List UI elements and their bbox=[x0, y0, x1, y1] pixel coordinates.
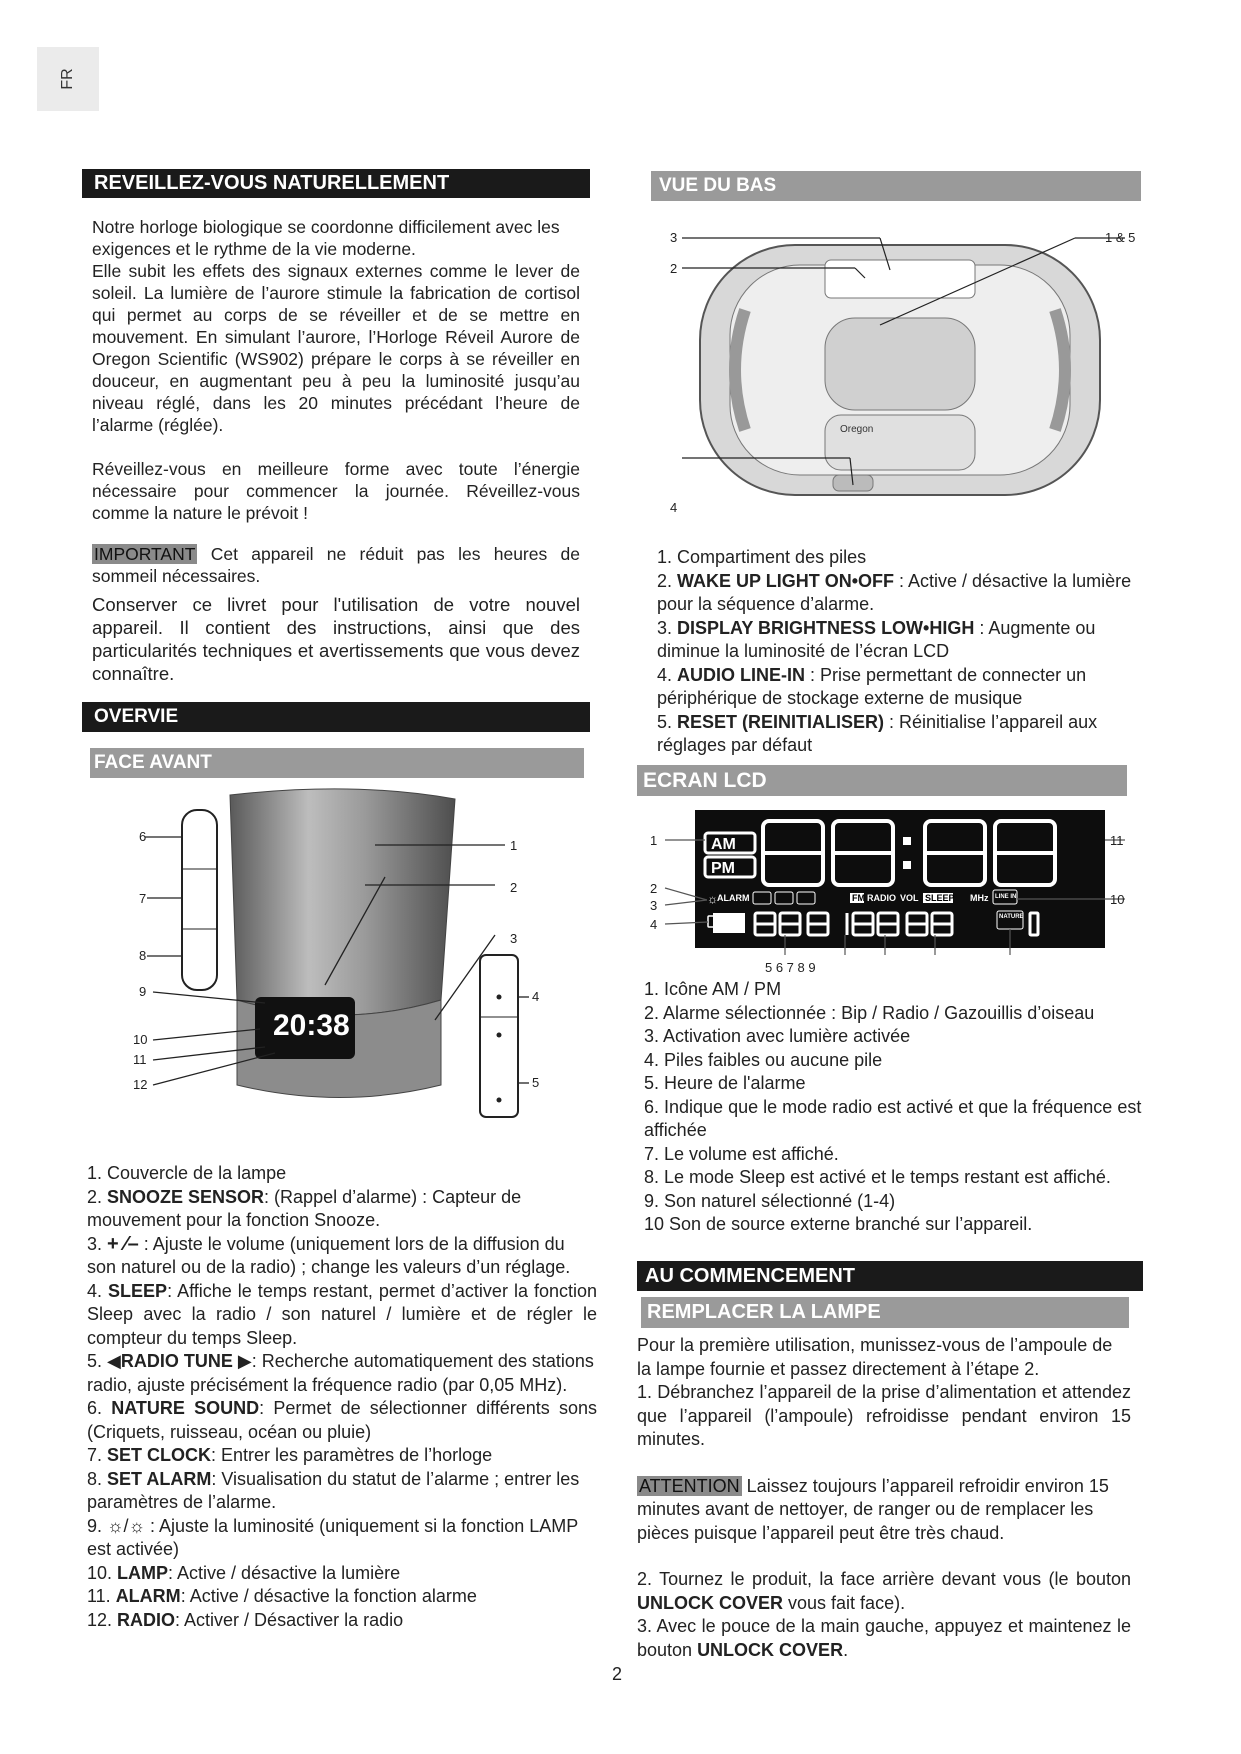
intro-paragraph-3: Réveillez-vous en meilleure forme avec toute l’énergie nécessaire pour commencer la journée. Réveillez-vous comme la nature le prévoit ! bbox=[92, 459, 580, 523]
front-callout-9: 9 bbox=[139, 984, 147, 999]
lcd-item-7: 7. Le volume est affiché. bbox=[644, 1143, 839, 1164]
important-note bbox=[92, 543, 580, 587]
front-item-9: 9. ☼/☼ : Ajuste la luminosité (uniquement si la fonction LAMP est activée) bbox=[87, 1515, 578, 1559]
heading-overview-text: OVERVIE bbox=[94, 706, 179, 727]
front-view-illustration bbox=[125, 785, 545, 1145]
language-tab-label: FR bbox=[59, 68, 76, 90]
heading-replace-lamp-text: REMPLACER LA LAMPE bbox=[647, 1301, 881, 1323]
lcd-callout-2: 2 bbox=[650, 881, 658, 896]
bottom-callout-2: 2 bbox=[670, 261, 678, 276]
lcd-vol-label: VOL bbox=[900, 893, 919, 903]
heading-front-text: FACE AVANT bbox=[94, 752, 212, 773]
heading-getting-started-text: AU COMMENCEMENT bbox=[645, 1265, 855, 1287]
bottom-item-1: 1. Compartiment des piles bbox=[657, 547, 867, 567]
heading-bottom-view bbox=[651, 171, 1141, 201]
lcd-line-in-label: LINE IN bbox=[995, 894, 1017, 900]
bottom-view-list bbox=[657, 546, 1142, 758]
lcd-am-label: AM bbox=[711, 836, 736, 853]
lamp-step-1: 1. Débranchez l’appareil de la prise d’alimentation et attendez que l’appareil (l’ampoule) refroidisse pendant environ 15 minutes. bbox=[637, 1382, 1131, 1449]
lcd-sun-icon: ☼ bbox=[707, 892, 718, 906]
front-callout-4: 4 bbox=[532, 989, 540, 1004]
front-callout-2: 2 bbox=[510, 880, 518, 895]
front-item-8: 8. SET ALARM: Visualisation du statut de l’alarme ; entrer les paramètres de l’alarme. bbox=[87, 1468, 580, 1512]
heading-lcd bbox=[637, 765, 1127, 796]
lcd-item-5: 5. Heure de l'alarme bbox=[644, 1073, 806, 1093]
lcd-callout-3: 3 bbox=[650, 898, 658, 913]
keep-booklet-note bbox=[92, 593, 580, 685]
replace-lamp-section bbox=[637, 1334, 1131, 1662]
lcd-radio-label: RADIO bbox=[867, 893, 896, 903]
front-callout-10: 10 bbox=[133, 1032, 148, 1047]
front-view-list bbox=[87, 1162, 597, 1632]
heading-replace-lamp bbox=[641, 1297, 1129, 1328]
front-item-5: 5. ◀RADIO TUNE ▶: Recherche automatiquement des stations radio, ajuste précisément la fréquence radio (par 0,05 MHz). bbox=[87, 1351, 594, 1395]
lamp-intro: Pour la première utilisation, munissez-vous de l’ampoule de la lampe fournie et passez directement à l’étape 2. bbox=[637, 1335, 1113, 1379]
intro-paragraph-2: Elle subit les effets des signaux externes comme le lever de soleil. La lumière de l’aurore stimule la fabrication de cortisol qui permet au corps de se réveiller et de se mettre en mouvement. En simulant l’aurore, l’Horloge Réveil Aurore de Oregon Scientific (WS902) prépare le corps à se réveiller en douceur, en augmentant peu à peu la luminosité jusqu’au niveau réglé, dans les 20 minutes précédant l’heure de l’alarme (réglée). bbox=[92, 261, 580, 435]
language-tab bbox=[37, 47, 99, 111]
front-item-2: 2. SNOOZE SENSOR: (Rappel d’alarme) : Capteur de mouvement pour la fonction Snooze. bbox=[87, 1186, 522, 1230]
lcd-callout-1: 1 bbox=[650, 833, 658, 848]
attention-text: Laissez toujours l’appareil refroidir environ 15 minutes avant de nettoyer, de ranger ou de remplacer les pièces puisque l’appareil peut être très chaud. bbox=[637, 1475, 1109, 1543]
front-item-4: 4. SLEEP: Affiche le temps restant, permet d’activer la fonction Sleep avec la radio / son naturel / lumière et de régler le compteur du temps Sleep. bbox=[87, 1280, 598, 1348]
lcd-mhz-label: MHz bbox=[970, 893, 989, 903]
keep-booklet-text: Conserver ce livret pour l'utilisation de votre nouvel appareil. Il contient des instructions, ainsi que des particularités techniques et avertissements que vous devez connaître. bbox=[92, 594, 580, 684]
intro-section bbox=[92, 216, 580, 524]
lcd-list bbox=[644, 978, 1154, 1237]
bottom-callout-3: 3 bbox=[670, 230, 678, 245]
front-callout-5: 5 bbox=[532, 1075, 540, 1090]
lcd-item-9: 9. Son naturel sélectionné (1-4) bbox=[644, 1190, 896, 1211]
side-button-strip bbox=[182, 810, 217, 990]
front-callout-3: 3 bbox=[510, 931, 518, 946]
attention-label: ATTENTION bbox=[639, 1475, 740, 1496]
bottom-callout-1-5: 1 & 5 bbox=[1105, 230, 1136, 245]
heading-lcd-text: ECRAN LCD bbox=[643, 769, 767, 792]
bottom-item-5: 5. RESET (REINITIALISER) : Réinitialise l’appareil aux réglages par défaut bbox=[657, 711, 1098, 755]
lcd-fm-label: FM bbox=[852, 893, 865, 903]
brightness-icon: ☼/☼ bbox=[107, 1515, 146, 1536]
front-item-6: 6. NATURE SOUND: Permet de sélectionner différents sons (Criquets, ruisseau, océan ou pluie) bbox=[87, 1398, 598, 1442]
heading-bottom-view-text: VUE DU BAS bbox=[659, 175, 777, 196]
lcd-nature-label: NATURE bbox=[999, 914, 1024, 920]
lcd-item-2: 2. Alarme sélectionnée : Bip / Radio / Gazouillis d’oiseau bbox=[644, 1002, 1095, 1023]
front-callout-1: 1 bbox=[510, 838, 518, 853]
lcd-illustration bbox=[645, 805, 1145, 980]
bottom-callout-4: 4 bbox=[670, 500, 678, 515]
brand-label: Oregon bbox=[840, 424, 874, 435]
lcd-sleep-label: SLEEP bbox=[925, 893, 955, 903]
bottom-item-2: 2. WAKE UP LIGHT ON•OFF : Active / désactive la lumière pour la séquence d’alarme. bbox=[657, 570, 1132, 614]
right-arrow-icon: ▶ bbox=[237, 1351, 252, 1371]
front-item-3: 3. + ⁄– : Ajuste le volume (uniquement lors de la diffusion du son naturel ou de la radio) ; change les valeurs d’un réglage. bbox=[87, 1232, 571, 1277]
front-item-11: 11. ALARM: Active / désactive la fonction alarme bbox=[87, 1586, 477, 1606]
front-item-1: 1. Couvercle de la lampe bbox=[87, 1163, 287, 1183]
intro-paragraph-1: Notre horloge biologique se coordonne difficilement avec les exigences et le rythme de la vie moderne. bbox=[92, 217, 560, 259]
lcd-item-4: 4. Piles faibles ou aucune pile bbox=[644, 1049, 883, 1070]
heading-getting-started bbox=[637, 1261, 1143, 1291]
front-callout-6: 6 bbox=[139, 829, 147, 844]
attention-note bbox=[637, 1475, 1131, 1546]
front-callout-11: 11 bbox=[133, 1052, 147, 1067]
front-callout-7: 7 bbox=[139, 891, 147, 906]
lcd-item-8: 8. Le mode Sleep est activé et le temps restant est affiché. bbox=[644, 1167, 1111, 1187]
plus-minus-icon: + ⁄– bbox=[107, 1232, 139, 1255]
bottom-item-4: 4. AUDIO LINE-IN : Prise permettant de connecter un périphérique de stockage externe de musique bbox=[657, 664, 1087, 708]
front-display-time: 20:38 bbox=[273, 1009, 350, 1042]
heading-overview bbox=[82, 702, 590, 732]
lcd-callout-10: 10 bbox=[1110, 892, 1125, 907]
heading-front bbox=[90, 748, 584, 778]
front-item-12: 12. RADIO: Activer / Désactiver la radio bbox=[87, 1609, 404, 1630]
important-text: Cet appareil ne réduit pas les heures de sommeil nécessaires. bbox=[92, 544, 580, 586]
bottom-view-illustration bbox=[665, 220, 1145, 520]
heading-wake-text: REVEILLEZ-VOUS NATURELLEMENT bbox=[94, 172, 450, 194]
lamp-cover bbox=[230, 789, 455, 1015]
lamp-step-3: 3. Avec le pouce de la main gauche, appuyez et maintenez le bouton UNLOCK COVER. bbox=[637, 1616, 1131, 1660]
lcd-item-1: 1. Icône AM / PM bbox=[644, 979, 782, 999]
front-item-7: 7. SET CLOCK: Entrer les paramètres de l’horloge bbox=[87, 1445, 493, 1465]
bottom-item-3: 3. DISPLAY BRIGHTNESS LOW•HIGH : Augmente ou diminue la luminosité de l’écran LCD bbox=[657, 617, 1096, 661]
page-number: 2 bbox=[612, 1664, 623, 1684]
lamp-step-2: 2. Tournez le produit, la face arrière devant vous (le bouton UNLOCK COVER vous fait face). bbox=[637, 1569, 1131, 1613]
front-callout-8: 8 bbox=[139, 948, 147, 963]
lcd-pm-label: PM bbox=[711, 860, 735, 877]
important-label: IMPORTANT bbox=[94, 544, 196, 564]
lcd-callout-4: 4 bbox=[650, 917, 658, 932]
lcd-item-10: 10 Son de source externe branché sur l’appareil. bbox=[644, 1214, 1033, 1234]
lcd-alarm-label: ALARM bbox=[717, 893, 750, 903]
front-item-10: 10. LAMP: Active / désactive la lumière bbox=[87, 1562, 401, 1583]
left-arrow-icon: ◀ bbox=[107, 1351, 121, 1371]
lcd-callout-5-9: 5 6 7 8 9 bbox=[765, 960, 816, 975]
front-callout-12: 12 bbox=[133, 1077, 148, 1092]
heading-wake bbox=[82, 169, 590, 198]
lcd-callout-11: 11 bbox=[1110, 833, 1124, 848]
lcd-item-6: 6. Indique que le mode radio est activé et que la fréquence est affichée bbox=[644, 1096, 1142, 1140]
lcd-item-3: 3. Activation avec lumière activée bbox=[644, 1026, 911, 1046]
battery-compartment bbox=[825, 318, 975, 410]
